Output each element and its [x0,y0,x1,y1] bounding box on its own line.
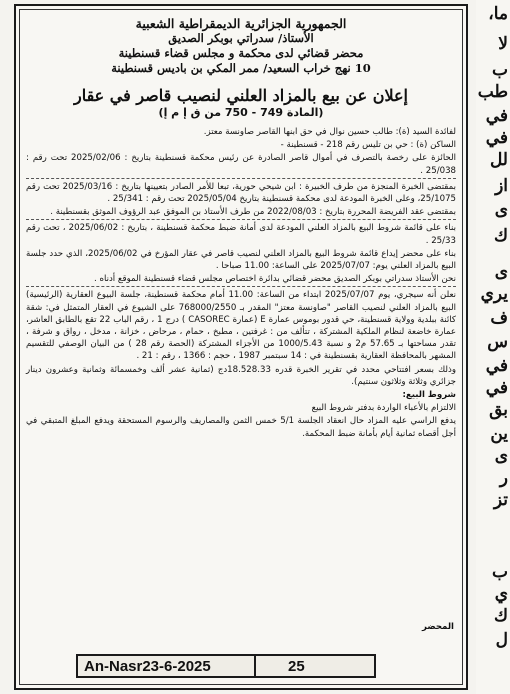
paragraph: الالتزام بالأعباء الواردة بدفتر شروط البيع [311,403,456,414]
paragraph: بناء على محضر إيداع قائمة شروط البيع بالمزاد العلني لنصيب قاصر في عقار المؤرخ في 2025/06/02، الذي حدد جلسة البيع بالمزاد العلني يوم: 2025/07/07 على الساعة: 11.00 صباحا . [26,248,456,272]
edge-word: بق [489,400,508,420]
edge-word: لل [489,150,508,170]
divider [26,286,456,287]
edge-word: ي [494,584,508,604]
header-bailiff-court: محضر قضائي لدى محكمة و مجلس قضاء قسنطينة [118,46,364,60]
edge-word: ب [491,60,508,80]
paragraph: الساكن (ة) : حي بن تليس رقم 218 - قسنطينة - [280,140,456,151]
paragraph: بمقتضى الخبرة المنجزة من طرف الخبيرة : ابن شيحي حورية، تبعا للأمر الصادر بتعيينها بتاريخ : 2025/03/16 تحت رقم 25/1075، وعلى الخبرة المودعة لدى محكمة قسنطينة بتاريخ 2025/05/04 تحت رقم : 25/341 . [26,181,457,205]
edge-word: في [485,106,508,126]
paragraph: شروط البيع: [402,390,456,401]
edge-word: ك [493,226,508,246]
edge-word: ف [490,308,508,328]
auction-notice [14,4,468,690]
edge-word: ى [494,262,508,282]
edge-word: س [487,332,508,352]
edge-word: تز [493,490,508,510]
paragraph: نحن الأستاذ سدراتي بوبكر الصديق محضر قضائي بدائرة اختصاص مجلس قضاء قسنطينة الموقع أدناه . [94,274,456,285]
publication-footer [76,654,376,678]
edge-word: ى [494,200,508,220]
paragraph: الحائزة على رخصة بالتصرف في أموال قاصر الصادرة عن رئيس محكمة قسنطينة بتاريخ : 2025/02/06 تحت رقم : 25/038 . [26,153,456,176]
paragraph: يدفع الراسي عليه المزاد حال انعقاد الجلسة 5/1 خمس الثمن والمصاريف والرسوم المستحقة ويدفع المبلغ المتبقي في أجل أقصاه ثمانية أيام بأمانة ضبط المحكمة. [26,416,456,439]
edge-word: لا [498,34,508,54]
paragraph: بمقتضى عقد الفريضة المحررة بتاريخ : 2022/08/03 من طرف الأستاذ بن الموفق عبد الرؤوف الموثق بقسنطينة . [50,207,456,218]
paragraph: وذلك بسعر افتتاحي محدد في تقرير الخبرة قدره 18.528.33دج (ثمانية عشر ألف وخمسمائة وثمانية وعشرون دينار جزائري وثلاثة وثلاثون سنتيم). [26,364,456,387]
edge-word: ين [490,424,508,444]
header-address: 10 نهج خراب السعيد/ ممر المكي بن باديس قسنطينة [111,61,371,75]
edge-word: في [485,356,508,376]
edge-word: يري [480,284,508,304]
header-republic: الجمهورية الجزائرية الديمقراطية الشعبية [135,16,347,31]
publication-date: An-Nasr23-6-2025 [84,658,211,675]
adjacent-column-text [476,0,510,694]
page-number: 25 [288,658,305,675]
header-bailiff-name: الأستاذ/ سدراتي بوبكر الصديق [168,31,314,45]
edge-word: ى [494,446,508,466]
edge-word: ر [499,468,508,488]
paragraph: نعلن أنه سيجري، يوم 2025/07/07 ابتداء من الساعة: 11.00 أمام محكمة قسنطينة، جلسة البيوع العقارية (الرئيسية) البيع بالمزاد العلني لنصيب القاصر "صاونسة معتز" المقدر بـ 768000/2550 على الشيوع في العقار المتمثل في: شقة كائنة ببلدية وولاية قسنطينة، حي قدور بوموس عمارة E (عمارة CASOREC ) درج 1 ، رقم الباب 22 تقع بالطابق العاشر، عمارة خاضعة لنظام الملكية المشتركة ، تتألف من : غرفتين ، مطبخ ، حمام ، مرحاض ، خزانة ، مدخل ، رواق و شرفة ، تقدر مساحتها بـ 57.65 م2 و نسبة 1000/5.43 من الأجزاء المشتركة (الحصة رقم 28 ) من البيان الوصفي للتقسيم المشهر بالمحافظة العقارية بقسنطينة في : 14 سبتمبر 1987 ، حجم : 1366 ، رقم : 21 . [26,290,456,362]
notice-subtitle: (المادة 749 - 750 من ق إ م إ) [158,106,324,119]
divider [26,178,456,179]
edge-word: ك [493,606,508,626]
paragraph: لفائدة السيد (ة): طالب حسين نوال في حق ابنها القاصر صاونسة معتز. [203,127,456,137]
paragraph: بناء على قائمة شروط البيع بالمزاد العلني المودعة لدى أمانة ضبط محكمة قسنطينة ، بتاريخ : 2025/06/02 ، تحت رقم 25/33 . [26,223,457,246]
edge-word: ل [495,630,508,650]
signer-label: المحضر [422,622,454,632]
notice-body [26,126,456,440]
edge-word: ما، [488,4,508,24]
edge-word: في [485,378,508,398]
edge-word: طب [477,82,508,102]
divider [26,219,456,220]
notice-title: إعلان عن بيع بالمزاد العلني لنصيب قاصر في عقار [73,86,408,105]
notice-inner-frame [19,9,463,685]
edge-word: از [495,176,508,196]
footer-divider [254,656,256,676]
notice-header [26,16,456,76]
edge-word: ب [491,562,508,582]
edge-word: في [485,128,508,148]
